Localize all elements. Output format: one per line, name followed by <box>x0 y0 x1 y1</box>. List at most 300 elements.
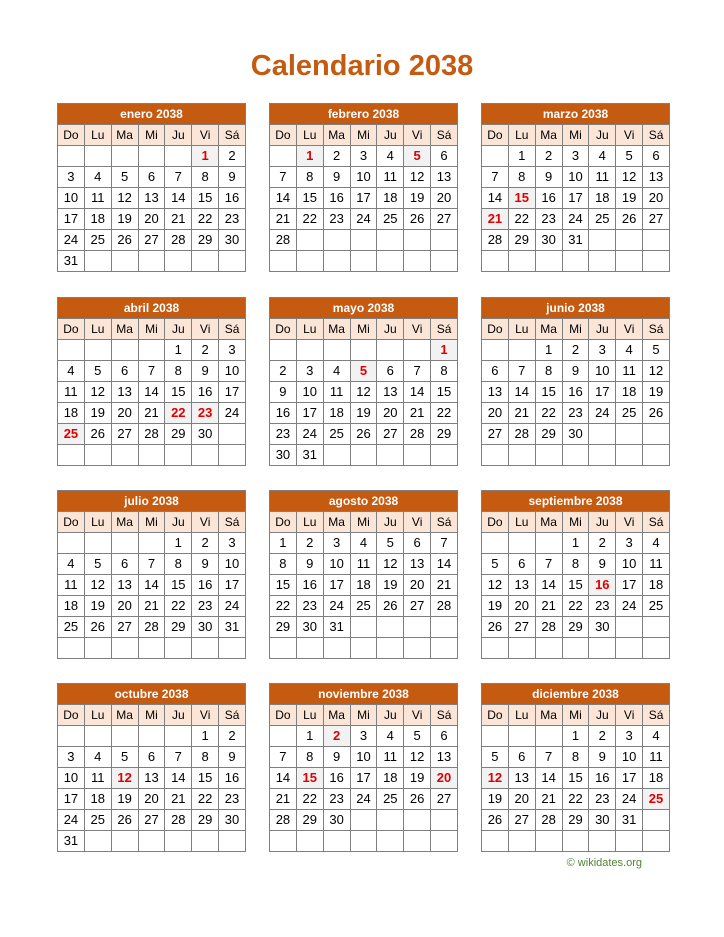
empty-cell <box>643 445 670 466</box>
empty-cell <box>404 831 431 852</box>
day-cell: 18 <box>84 789 111 810</box>
weekday-label: Mi <box>138 319 165 340</box>
day-cell: 1 <box>535 340 562 361</box>
month-calendar <box>57 297 246 466</box>
empty-cell <box>589 638 616 659</box>
day-cell: 25 <box>58 617 85 638</box>
month-calendar <box>481 297 670 466</box>
week-row <box>58 230 246 251</box>
day-cell: 24 <box>58 230 85 251</box>
day-cell: 2 <box>535 146 562 167</box>
weekday-label: Lu <box>508 319 535 340</box>
day-cell: 27 <box>431 209 458 230</box>
day-cell: 14 <box>508 382 535 403</box>
day-cell: 13 <box>404 554 431 575</box>
week-row <box>270 726 458 747</box>
day-cell: 29 <box>192 230 219 251</box>
day-cell: 3 <box>58 747 85 768</box>
empty-cell <box>616 617 643 638</box>
weekday-label: Ju <box>165 125 192 146</box>
month-calendar <box>269 490 458 659</box>
empty-cell <box>482 726 509 747</box>
day-cell: 10 <box>589 361 616 382</box>
day-cell: 17 <box>296 403 323 424</box>
weekday-label: Ju <box>165 705 192 726</box>
month-calendar <box>269 297 458 466</box>
day-cell: 5 <box>482 747 509 768</box>
day-cell: 8 <box>431 361 458 382</box>
day-cell: 8 <box>165 361 192 382</box>
day-cell: 9 <box>192 554 219 575</box>
day-cell: 5 <box>84 554 111 575</box>
week-row <box>482 533 670 554</box>
day-cell: 13 <box>508 575 535 596</box>
week-row <box>482 445 670 466</box>
day-cell: 14 <box>138 382 165 403</box>
day-cell: 1 <box>562 533 589 554</box>
week-row <box>482 789 670 810</box>
day-cell: 18 <box>643 768 670 789</box>
day-cell: 25 <box>377 789 404 810</box>
week-row <box>58 638 246 659</box>
day-cell: 9 <box>589 554 616 575</box>
weekday-label: Ju <box>377 319 404 340</box>
day-cell: 20 <box>377 403 404 424</box>
day-cell: 12 <box>111 768 138 789</box>
day-cell: 19 <box>84 403 111 424</box>
day-cell: 30 <box>219 810 246 831</box>
day-cell: 20 <box>508 789 535 810</box>
day-cell: 13 <box>111 575 138 596</box>
empty-cell <box>589 424 616 445</box>
day-cell: 28 <box>508 424 535 445</box>
day-cell: 24 <box>350 209 377 230</box>
day-cell: 26 <box>377 596 404 617</box>
day-cell: 4 <box>377 146 404 167</box>
day-cell: 4 <box>643 726 670 747</box>
weekday-label: Sá <box>431 319 458 340</box>
day-cell: 4 <box>643 533 670 554</box>
day-cell: 23 <box>192 403 219 424</box>
day-cell: 13 <box>138 768 165 789</box>
day-cell: 6 <box>508 554 535 575</box>
day-cell: 29 <box>296 810 323 831</box>
day-cell: 9 <box>535 167 562 188</box>
day-cell: 21 <box>535 596 562 617</box>
week-row <box>58 445 246 466</box>
day-cell: 2 <box>296 533 323 554</box>
week-row <box>270 361 458 382</box>
empty-cell <box>404 617 431 638</box>
day-cell: 31 <box>58 831 85 852</box>
day-cell: 6 <box>431 726 458 747</box>
day-cell: 25 <box>323 424 350 445</box>
week-row <box>270 146 458 167</box>
weekday-label: Sá <box>431 512 458 533</box>
month-title: julio 2038 <box>58 491 246 512</box>
weekday-label: Ju <box>165 512 192 533</box>
day-cell: 27 <box>643 209 670 230</box>
day-cell: 3 <box>562 146 589 167</box>
day-cell: 22 <box>192 209 219 230</box>
empty-cell <box>111 831 138 852</box>
day-cell: 29 <box>165 424 192 445</box>
day-cell: 16 <box>219 188 246 209</box>
day-cell: 17 <box>323 575 350 596</box>
weekday-label: Sá <box>219 512 246 533</box>
week-row <box>58 726 246 747</box>
empty-cell <box>589 251 616 272</box>
empty-cell <box>323 638 350 659</box>
month-calendar <box>269 683 458 852</box>
day-cell: 18 <box>377 188 404 209</box>
weekday-label: Vi <box>404 705 431 726</box>
day-cell: 8 <box>296 747 323 768</box>
empty-cell <box>165 831 192 852</box>
empty-cell <box>296 340 323 361</box>
empty-cell <box>508 831 535 852</box>
month-calendar <box>481 683 670 852</box>
day-cell: 2 <box>562 340 589 361</box>
day-cell: 14 <box>270 188 297 209</box>
day-cell: 13 <box>138 188 165 209</box>
day-cell: 16 <box>562 382 589 403</box>
empty-cell <box>508 445 535 466</box>
day-cell: 11 <box>589 167 616 188</box>
day-cell: 9 <box>192 361 219 382</box>
empty-cell <box>616 424 643 445</box>
week-row <box>58 617 246 638</box>
weekday-label: Lu <box>84 125 111 146</box>
week-row <box>482 209 670 230</box>
weekday-label: Mi <box>562 125 589 146</box>
weekday-label: Lu <box>296 705 323 726</box>
day-cell: 22 <box>508 209 535 230</box>
day-cell: 22 <box>562 596 589 617</box>
day-cell: 14 <box>404 382 431 403</box>
empty-cell <box>377 251 404 272</box>
day-cell: 29 <box>562 617 589 638</box>
empty-cell <box>270 726 297 747</box>
empty-cell <box>482 533 509 554</box>
weekday-label: Vi <box>404 125 431 146</box>
day-cell: 28 <box>535 617 562 638</box>
weekday-label: Ma <box>535 512 562 533</box>
day-cell: 13 <box>377 382 404 403</box>
weekday-label: Ju <box>589 705 616 726</box>
empty-cell <box>377 340 404 361</box>
week-row <box>270 596 458 617</box>
day-cell: 7 <box>270 167 297 188</box>
day-cell: 17 <box>350 768 377 789</box>
day-cell: 19 <box>482 596 509 617</box>
weekday-label: Sá <box>219 705 246 726</box>
empty-cell <box>111 251 138 272</box>
empty-cell <box>377 230 404 251</box>
empty-cell <box>138 533 165 554</box>
weekday-label: Do <box>270 125 297 146</box>
day-cell: 5 <box>377 533 404 554</box>
empty-cell <box>192 831 219 852</box>
weekday-label: Ma <box>323 705 350 726</box>
empty-cell <box>508 251 535 272</box>
day-cell: 25 <box>84 230 111 251</box>
day-cell: 23 <box>219 209 246 230</box>
empty-cell <box>535 638 562 659</box>
weekday-label: Do <box>58 705 85 726</box>
day-cell: 18 <box>58 403 85 424</box>
month-title: diciembre 2038 <box>482 684 670 705</box>
empty-cell <box>165 445 192 466</box>
empty-cell <box>508 638 535 659</box>
day-cell: 19 <box>350 403 377 424</box>
day-cell: 25 <box>616 403 643 424</box>
week-row <box>58 810 246 831</box>
day-cell: 17 <box>616 768 643 789</box>
empty-cell <box>270 340 297 361</box>
day-cell: 29 <box>535 424 562 445</box>
day-cell: 12 <box>482 575 509 596</box>
empty-cell <box>643 251 670 272</box>
day-cell: 22 <box>192 789 219 810</box>
empty-cell <box>350 831 377 852</box>
week-row <box>482 638 670 659</box>
day-cell: 10 <box>296 382 323 403</box>
day-cell: 15 <box>562 768 589 789</box>
month-calendar <box>269 103 458 272</box>
day-cell: 21 <box>508 403 535 424</box>
day-cell: 23 <box>589 596 616 617</box>
empty-cell <box>350 617 377 638</box>
day-cell: 3 <box>219 533 246 554</box>
empty-cell <box>404 340 431 361</box>
day-cell: 9 <box>219 167 246 188</box>
day-cell: 5 <box>111 747 138 768</box>
day-cell: 13 <box>482 382 509 403</box>
day-cell: 24 <box>616 596 643 617</box>
empty-cell <box>562 638 589 659</box>
day-cell: 10 <box>323 554 350 575</box>
weekday-label: Mi <box>350 705 377 726</box>
day-cell: 26 <box>350 424 377 445</box>
day-cell: 24 <box>562 209 589 230</box>
empty-cell <box>535 533 562 554</box>
weekday-label: Mi <box>350 512 377 533</box>
day-cell: 27 <box>111 617 138 638</box>
weekday-label: Ju <box>377 512 404 533</box>
empty-cell <box>192 445 219 466</box>
day-cell: 19 <box>377 575 404 596</box>
empty-cell <box>58 638 85 659</box>
day-cell: 7 <box>165 167 192 188</box>
day-cell: 27 <box>508 617 535 638</box>
empty-cell <box>404 445 431 466</box>
day-cell: 9 <box>589 747 616 768</box>
empty-cell <box>192 638 219 659</box>
day-cell: 24 <box>323 596 350 617</box>
day-cell: 28 <box>404 424 431 445</box>
day-cell: 25 <box>643 596 670 617</box>
week-row <box>482 340 670 361</box>
day-cell: 23 <box>535 209 562 230</box>
weekday-label: Do <box>482 319 509 340</box>
empty-cell <box>482 340 509 361</box>
empty-cell <box>643 230 670 251</box>
empty-cell <box>377 445 404 466</box>
day-cell: 21 <box>165 209 192 230</box>
day-cell: 10 <box>562 167 589 188</box>
weekday-label: Do <box>270 512 297 533</box>
empty-cell <box>431 230 458 251</box>
week-row <box>482 726 670 747</box>
empty-cell <box>535 726 562 747</box>
empty-cell <box>270 831 297 852</box>
day-cell: 23 <box>296 596 323 617</box>
day-cell: 30 <box>589 617 616 638</box>
day-cell: 7 <box>404 361 431 382</box>
weekday-label: Do <box>482 512 509 533</box>
empty-cell <box>296 251 323 272</box>
week-row <box>58 554 246 575</box>
weekday-label: Ma <box>111 125 138 146</box>
empty-cell <box>562 251 589 272</box>
day-cell: 15 <box>535 382 562 403</box>
day-cell: 5 <box>643 340 670 361</box>
week-row <box>270 382 458 403</box>
empty-cell <box>404 638 431 659</box>
day-cell: 21 <box>270 789 297 810</box>
weekday-label: Lu <box>508 705 535 726</box>
day-cell: 31 <box>562 230 589 251</box>
empty-cell <box>323 445 350 466</box>
weekday-label: Ma <box>111 512 138 533</box>
day-cell: 19 <box>643 382 670 403</box>
day-cell: 30 <box>535 230 562 251</box>
empty-cell <box>138 251 165 272</box>
day-cell: 25 <box>589 209 616 230</box>
day-cell: 15 <box>165 575 192 596</box>
weekday-label: Sá <box>643 512 670 533</box>
day-cell: 6 <box>138 167 165 188</box>
weekday-label: Lu <box>296 125 323 146</box>
day-cell: 31 <box>616 810 643 831</box>
day-cell: 26 <box>482 617 509 638</box>
weekday-label: Lu <box>296 512 323 533</box>
day-cell: 13 <box>431 167 458 188</box>
day-cell: 1 <box>431 340 458 361</box>
day-cell: 5 <box>111 167 138 188</box>
empty-cell <box>165 251 192 272</box>
day-cell: 29 <box>431 424 458 445</box>
day-cell: 23 <box>589 789 616 810</box>
day-cell: 14 <box>165 188 192 209</box>
day-cell: 28 <box>270 810 297 831</box>
week-row <box>270 445 458 466</box>
day-cell: 13 <box>508 768 535 789</box>
week-row <box>270 617 458 638</box>
week-row <box>58 188 246 209</box>
week-row <box>482 747 670 768</box>
day-cell: 14 <box>138 575 165 596</box>
empty-cell <box>323 251 350 272</box>
empty-cell <box>84 445 111 466</box>
day-cell: 23 <box>562 403 589 424</box>
day-cell: 30 <box>296 617 323 638</box>
empty-cell <box>535 831 562 852</box>
weekday-label: Vi <box>192 319 219 340</box>
weekday-label: Mi <box>138 705 165 726</box>
weekday-label: Sá <box>643 319 670 340</box>
day-cell: 25 <box>350 596 377 617</box>
day-cell: 11 <box>58 575 85 596</box>
day-cell: 28 <box>138 617 165 638</box>
day-cell: 6 <box>482 361 509 382</box>
weekday-label: Vi <box>404 512 431 533</box>
day-cell: 14 <box>431 554 458 575</box>
month-title: noviembre 2038 <box>270 684 458 705</box>
week-row <box>482 382 670 403</box>
month-calendar <box>481 103 670 272</box>
day-cell: 7 <box>535 554 562 575</box>
empty-cell <box>111 533 138 554</box>
day-cell: 20 <box>508 596 535 617</box>
empty-cell <box>508 533 535 554</box>
empty-cell <box>58 146 85 167</box>
day-cell: 22 <box>535 403 562 424</box>
day-cell: 20 <box>431 188 458 209</box>
day-cell: 29 <box>270 617 297 638</box>
day-cell: 17 <box>616 575 643 596</box>
day-cell: 3 <box>616 533 643 554</box>
empty-cell <box>296 230 323 251</box>
day-cell: 9 <box>296 554 323 575</box>
day-cell: 3 <box>323 533 350 554</box>
day-cell: 28 <box>482 230 509 251</box>
day-cell: 5 <box>404 146 431 167</box>
day-cell: 2 <box>219 726 246 747</box>
weekday-label: Ma <box>535 319 562 340</box>
day-cell: 25 <box>58 424 85 445</box>
page-title: Calendario 2038 <box>250 50 474 82</box>
month-title: octubre 2038 <box>58 684 246 705</box>
empty-cell <box>377 831 404 852</box>
day-cell: 1 <box>165 340 192 361</box>
day-cell: 20 <box>138 789 165 810</box>
day-cell: 29 <box>165 617 192 638</box>
day-cell: 3 <box>350 146 377 167</box>
empty-cell <box>482 251 509 272</box>
empty-cell <box>431 445 458 466</box>
week-row <box>482 424 670 445</box>
week-row <box>482 167 670 188</box>
day-cell: 19 <box>111 789 138 810</box>
weekday-label: Sá <box>219 319 246 340</box>
day-cell: 18 <box>589 188 616 209</box>
day-cell: 10 <box>219 554 246 575</box>
empty-cell <box>84 638 111 659</box>
day-cell: 21 <box>482 209 509 230</box>
day-cell: 7 <box>482 167 509 188</box>
day-cell: 1 <box>165 533 192 554</box>
day-cell: 5 <box>616 146 643 167</box>
weekday-label: Vi <box>616 512 643 533</box>
week-row <box>58 209 246 230</box>
weekday-label: Ma <box>323 319 350 340</box>
day-cell: 20 <box>404 575 431 596</box>
day-cell: 16 <box>323 768 350 789</box>
day-cell: 22 <box>165 596 192 617</box>
empty-cell <box>270 638 297 659</box>
